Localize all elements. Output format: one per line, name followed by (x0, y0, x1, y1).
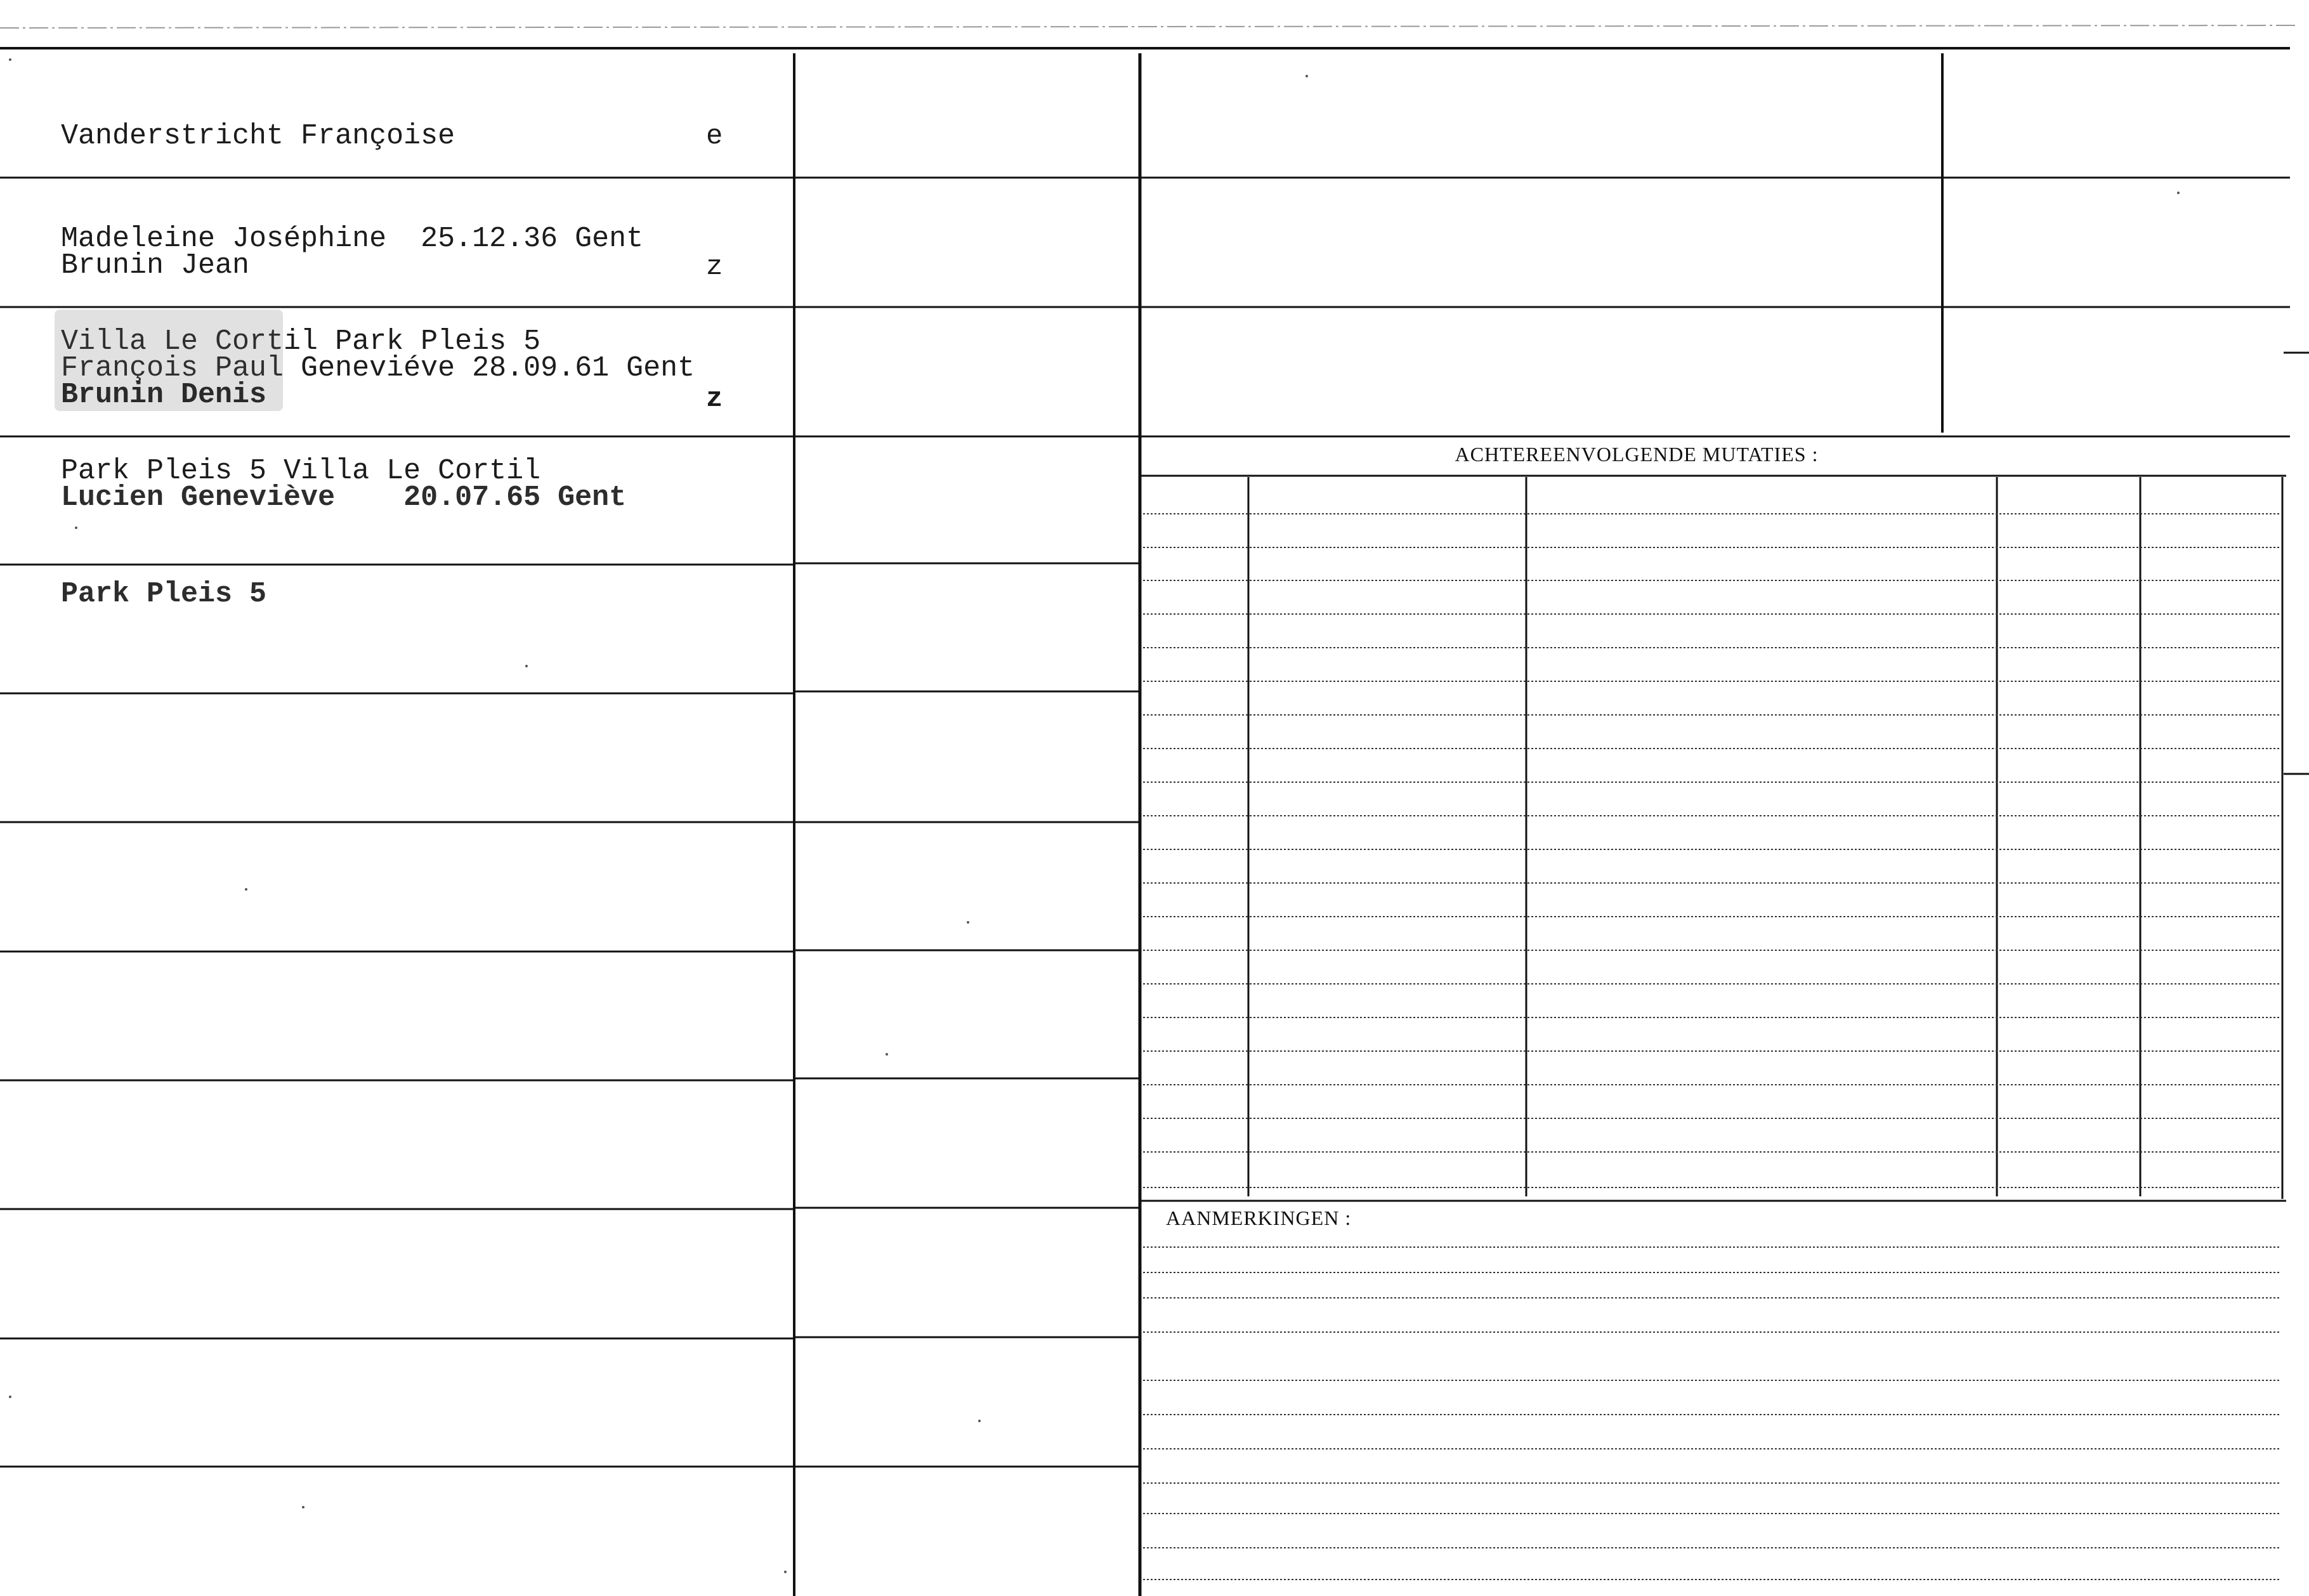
scan-speck (302, 1506, 304, 1508)
scan-speck (9, 1396, 11, 1398)
entry-given-names-birth: Madeleine Joséphine 25.12.36 Gent (61, 223, 644, 255)
entry-given-names-birth: Lucien Geneviève 20.07.65 Gent (61, 481, 627, 514)
entry-code: e (706, 121, 723, 152)
remarks-heading: AANMERKINGEN : (1166, 1207, 1352, 1229)
scan-speck (525, 665, 528, 667)
entry-given-names-birth: François Paul Geneviéve 28.09.61 Gent (61, 352, 695, 384)
scan-speck (886, 1053, 888, 1056)
entry-address: Park Pleis 5 (61, 578, 267, 610)
entry-code: z (706, 383, 723, 415)
scan-speck (75, 527, 77, 529)
register-entry-3 (61, 310, 759, 680)
scan-speck (1305, 75, 1308, 77)
mutations-heading: ACHTEREENVOLGENDE MUTATIES : (1455, 443, 1819, 466)
scan-speck (784, 1571, 787, 1573)
entry-address: Park Pleis 5 Villa Le Cortil (61, 455, 541, 487)
scan-speck (245, 888, 247, 891)
entry-code: z (706, 251, 723, 283)
entry-address: Villa Le Cortil Park Pleis 5 (61, 325, 541, 358)
entry-surname: Brunin Denis (61, 379, 267, 411)
scan-speck (2177, 192, 2180, 194)
scan-speck (9, 58, 11, 61)
entry-surname: Brunin Jean (61, 249, 250, 282)
scan-speck (967, 921, 969, 924)
scan-speck (978, 1420, 981, 1422)
entry-surname: Vanderstricht Françoise (61, 120, 455, 152)
